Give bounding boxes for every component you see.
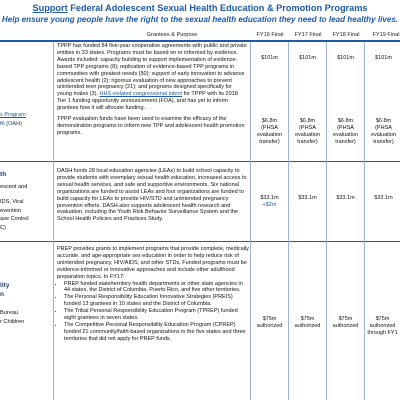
page-subtitle: Help ensure young people have the right to the sexual health education they need to lead healthy lives.: [1, 15, 399, 24]
dash-fy17-amount: $33.1m: [298, 195, 317, 201]
dash-fy16-extra: +$2m: [262, 201, 277, 208]
tpp-fy16-amount: $101m: [261, 55, 278, 61]
prep-fy18-amount: $75m authorized: [332, 316, 359, 329]
list-item: • The Tribal Personal Responsibility Education Program (TPREP) funded eight grantees in seven states.: [64, 308, 249, 322]
prep-bullet-list: [57, 281, 249, 343]
tpp-purpose-tail: for TPPP with its 2018 Tier 1 funding opportunity announcement (FOA), and has yet to inform grantees how it will allocate funding.: [57, 91, 238, 112]
col-separator-fy16: [250, 42, 251, 400]
tpp-purpose: [57, 43, 247, 137]
list-item: • The Personal Responsibility Education Innovative Strategies (PREIS) funded 13 grantees in 10 states and the District of Columbia.: [64, 294, 249, 308]
tpp-office: th (OAH): [0, 120, 23, 127]
tpp-fy19-eval: $6.8m (PHSA evaluation transfer): [370, 118, 397, 145]
prep-fy16-amount: $75m authorized: [256, 316, 283, 329]
col-header-fy17: FY17 Final: [294, 32, 322, 38]
tpp-program-link[interactable]: s Program: [0, 112, 26, 118]
col-separator-left: [53, 42, 54, 400]
list-item: • The Competitive Personal Responsibility Education Program (CPREP) funded 21 community/faith-based organizations in the five states and three territories that did not apply for PREP funds.: [64, 322, 249, 343]
col-separator-fy17: [288, 42, 289, 400]
tpp-fy17-eval: $6.8m (PHSA evaluation transfer): [294, 118, 321, 145]
col-separator-fy19: [364, 42, 365, 400]
prep-fy17-amount: $75m authorized: [294, 316, 321, 329]
tpp-evaluation-text: TPPP evaluation funds have been used to examine the efficacy of the demonstration programs to inform new TPP and adolescent health promotion programs.: [57, 116, 245, 136]
dash-fy18-amount: $33.1m: [336, 195, 355, 201]
dash-fy16-amount: $33.1m +$2m: [251, 195, 288, 209]
tpp-fy19-amount: $101m: [375, 55, 392, 61]
tpp-fy18-eval: $6.8m (PHSA evaluation transfer): [332, 118, 359, 145]
col-header-fy16: FY16 Final: [256, 32, 284, 38]
prep-intro: PREP provides grants to implement programs that provide complete, medically accurate, and age-appropriate sex education in order to help reduce risk of unintended pregnancy, HIV/AIDS, and other STDs. Funded programs must be evidence-informed or innovative approaches and include other adulthood preparation topics. In FY17:: [57, 246, 249, 280]
tpp-program-name: [0, 111, 52, 128]
prep-program-name: lity n Bureau r Children: [0, 282, 25, 325]
dash-fy19-amount: $33.1m: [374, 195, 393, 201]
col-separator-fy18: [326, 42, 327, 400]
prep-purpose: [57, 246, 249, 343]
dash-purpose: DASH funds 28 local education agencies (LEAs) to build school capacity to provide students with exemplary sexual health education, increased access to sexual health services, and safe and supportive environments. Six national organizations are funded to assist LEAs and four organizations are funded to build capacity for LEAs to provide HIV/STD and unintended pregnancy prevention efforts. DASH also supports adolescent health research and evaluation, including the Youth Risk Behavior Surveillance System and the School Health Policies and Practices Study.: [57, 168, 247, 223]
list-item: • PREP funded state/territory health departments or other state agencies in 44 states, the District of Columbia, Puerto Rico, and five other territories.: [64, 281, 249, 295]
tpp-fy16-eval: $6.8m (PHSA evaluation transfer): [256, 118, 283, 145]
row-divider-1: [0, 161, 400, 162]
tpp-purpose-text: TPPP has funded 84 five-year cooperative agreements with public and private entities in 33 states. Programs must be based on or informed by evidence. Awards included: capacity building to support implementation of evidence-based TPP programs (8); replication of evidence-based TPP programs in communities with greatest needs (50); support of early innovation to advance adolescent health (2); rigorous evaluation of new approaches to prevent unintended teen pregnancy (21); and programs designed specifically for young males (3).: [57, 43, 247, 98]
col-header-grantees: Grantees & Purpose: [146, 32, 198, 38]
col-header-fy18: FY18 Final: [332, 32, 360, 38]
prep-fy19-amount: $75m authorized through FY1: [367, 316, 398, 336]
col-header-fy19: FY19 Final: [372, 32, 400, 38]
row-divider-2: [0, 241, 400, 242]
page-title: Support Federal Adolescent Sexual Health Education & Promotion Programs: [32, 3, 368, 13]
header-divider: [0, 40, 400, 42]
tpp-fy18-amount: $101m: [337, 55, 354, 61]
tpp-fy17-amount: $101m: [299, 55, 316, 61]
hhs-violated-intent-link[interactable]: HHS violated congressional intent: [99, 91, 183, 98]
dash-program-name: th escent and IDS, Viral evention ase Control C): [0, 171, 29, 231]
